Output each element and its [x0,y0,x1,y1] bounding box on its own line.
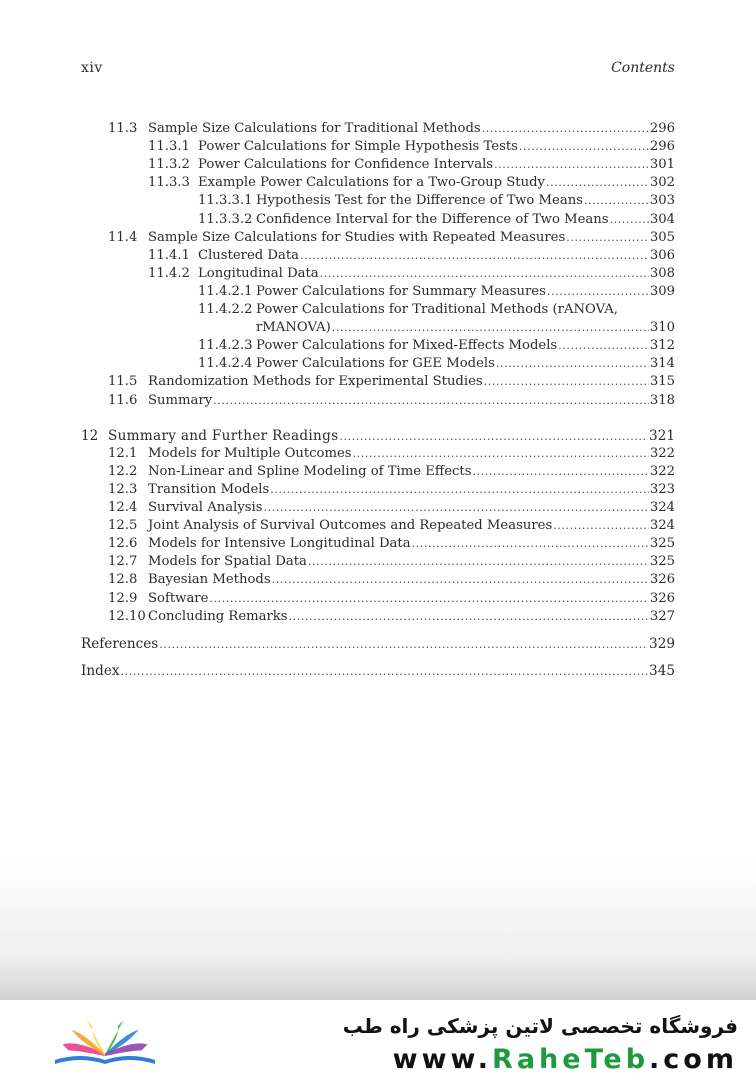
toc-entry[interactable] [108,481,675,499]
toc-entry-title: Joint Analysis of Survival Outcomes and Repeated Measures [148,518,553,534]
store-url-brand: RaheTeb [492,1044,650,1075]
toc-entry-page: 327 [649,608,675,624]
toc-dot-leader [484,373,649,391]
toc-entry[interactable] [108,608,675,626]
toc-dot-leader [121,663,649,681]
toc-entry-page: 296 [649,139,675,155]
page-number-label: xiv [81,60,103,76]
toc-entry[interactable] [198,337,675,355]
toc-entry-number: 11.4.2.4 [198,356,253,372]
toc-entry[interactable] [148,247,675,265]
toc-entry-page: 315 [649,374,675,390]
toc-dot-leader [472,463,648,481]
toc-dot-leader [584,192,649,210]
toc-entry[interactable] [81,427,675,445]
toc-entry-title: Power Calculations for GEE Models [256,356,495,372]
toc-entry-page: 310 [649,320,675,336]
toc-entry-number: 11.4.2.2 [198,302,253,317]
toc-entry[interactable] [108,120,675,138]
toc-entry-page: 303 [649,193,675,209]
toc-entry-title: Models for Intensive Longitudinal Data [148,536,411,552]
page-shadow [0,860,756,1000]
toc-entry[interactable] [198,192,675,210]
toc-entry-number: 12.8 [108,572,138,588]
toc-entry-title: Summary [148,392,213,408]
toc-entry-title: Sample Size Calculations for Studies with Repeated Measures [148,229,566,245]
toc-entry-title: Randomization Methods for Experimental Studies [148,374,483,390]
toc-dot-leader [412,535,649,553]
toc-entry-number: 11.3.1 [148,139,190,155]
toc-dot-leader [332,319,649,337]
toc-entry-page: 312 [649,338,675,354]
toc-entry-title: Summary and Further Readings [108,427,339,444]
toc-dot-leader [546,174,649,192]
toc-entry-title: rMANOVA) [256,320,331,336]
toc-dot-leader [159,636,648,654]
toc-entry[interactable] [148,156,675,174]
toc-entry-number: 11.4 [108,229,138,245]
toc-entry-title: Survival Analysis [148,500,263,515]
toc-dot-leader [270,481,649,499]
store-name: فروشگاه تخصصی لاتین پزشکی راه طب [342,1014,738,1038]
store-url-suffix: .com [649,1044,738,1075]
toc-entry-page: 322 [649,445,675,461]
running-header-section: Contents [611,60,675,76]
toc-entry[interactable] [198,211,675,229]
toc-entry[interactable] [198,301,675,319]
toc-entry-number: 12.7 [108,554,138,570]
toc-entry[interactable] [108,517,675,535]
toc-entry-page: 304 [649,211,675,227]
toc-entry[interactable] [108,553,675,571]
toc-dot-leader [320,265,649,283]
toc-entry[interactable] [108,499,675,517]
toc-entry-title: Power Calculations for Summary Measures [256,283,546,299]
toc-entry-number: 12.1 [108,445,138,461]
toc-entry-number: 11.3.3 [148,175,190,191]
toc-entry[interactable] [256,319,675,337]
toc-entry[interactable] [81,662,675,680]
toc-entry-title: Example Power Calculations for a Two-Group Study [198,175,545,191]
toc-entry[interactable] [108,590,675,608]
toc-entry-number: 12.3 [108,481,138,497]
toc-dot-leader [547,283,649,301]
toc-entry-number: 11.4.1 [148,247,190,263]
toc-entry-title: Confidence Interval for the Difference of Two Means [256,211,609,227]
toc-entry-title: References [81,635,159,652]
toc-entry[interactable] [108,373,675,391]
toc-entry-number: 12.4 [108,500,138,515]
toc-entry-page: 308 [649,265,675,281]
toc-entry[interactable] [198,355,675,373]
toc-entry-page: 326 [649,590,675,606]
toc-dot-leader [339,428,648,446]
toc-dot-leader [289,608,649,626]
toc-entry[interactable] [108,571,675,589]
toc-entry[interactable] [108,229,675,247]
toc-entry-number: 11.4.2.1 [198,283,253,299]
toc-dot-leader [496,355,649,373]
toc-entry-number: 11.5 [108,374,138,390]
toc-entry[interactable] [108,535,675,553]
toc-entry-number: 12.9 [108,590,138,606]
toc-entry-page: 324 [649,500,675,515]
toc-entry-title: Software [148,590,209,606]
toc-entry-page: 306 [649,247,675,263]
toc-entry-number: 12.5 [108,518,138,534]
toc-entry-title: Power Calculations for Mixed-Effects Models [256,338,558,354]
toc-dot-leader [553,517,649,535]
toc-entry-number: 11.3.3.1 [198,193,253,209]
toc-entry-title: Bayesian Methods [148,572,271,588]
toc-entry-title: Longitudinal Data [198,265,319,281]
toc-entry-page: 314 [649,356,675,372]
open-book-logo-icon [40,1008,170,1070]
toc-entry-title: Transition Models [148,481,270,497]
toc-dot-leader [272,571,649,589]
toc-entry-page: 345 [649,662,675,679]
toc-dot-leader [558,337,649,355]
store-url-prefix: www. [392,1044,493,1075]
toc-entry-title: Models for Multiple Outcomes [148,445,352,461]
toc-entry-page: 302 [649,175,675,191]
toc-dot-leader [610,211,649,229]
toc-entry-title: Hypothesis Test for the Difference of Two Means [256,193,583,209]
toc-entry-number: 12 [81,427,99,444]
toc-entry-page: 325 [649,554,675,570]
toc-entry[interactable] [198,283,675,301]
toc-dot-leader [494,156,649,174]
toc-entry-title: Index [81,662,120,679]
toc-entry-number: 11.4.2.3 [198,338,253,354]
toc-entry-number: 11.6 [108,392,138,408]
toc-entry-number: 12.10 [108,608,146,624]
toc-entry[interactable] [148,174,675,192]
logo-book-base [55,1056,155,1064]
toc-entry-page: 325 [649,536,675,552]
toc-entry-title: Non-Linear and Spline Modeling of Time Effects [148,463,472,479]
toc-entry-page: 309 [649,283,675,299]
toc-entry[interactable] [108,463,675,481]
toc-entry-number: 11.3.2 [148,157,190,173]
toc-entry-page: 323 [649,481,675,497]
toc-dot-leader [300,247,649,265]
toc-entry-title: Concluding Remarks [148,608,288,624]
store-footer-banner [0,1000,756,1080]
toc-dot-leader [308,553,649,571]
toc-dot-leader [353,445,649,463]
toc-dot-leader [519,138,649,156]
toc-dot-leader [209,590,648,608]
toc-entry-number: 12.6 [108,536,138,552]
toc-dot-leader [264,499,649,517]
toc-entry-page: 296 [649,121,675,136]
toc-dot-leader [213,392,649,410]
toc-entry-page: 301 [649,157,675,173]
toc-entry-page: 324 [649,518,675,534]
toc-entry-title: Clustered Data [198,247,300,263]
toc-dot-leader [482,120,649,138]
toc-entry-title: Power Calculations for Simple Hypothesis Tests [198,139,518,155]
toc-entry-page: 305 [649,229,675,245]
toc-entry-number: 11.3.3.2 [198,211,253,227]
toc-entry[interactable] [108,392,675,410]
toc-entry[interactable] [108,445,675,463]
toc-entry-page: 326 [649,572,675,588]
toc-entry-page: 322 [649,463,675,479]
toc-entry-title: Sample Size Calculations for Traditional Methods [148,121,481,136]
toc-entry[interactable] [148,265,675,283]
store-url[interactable] [393,1044,738,1075]
toc-entry-title: Models for Spatial Data [148,554,307,570]
toc-entry[interactable] [81,635,675,653]
toc-entry[interactable] [148,138,675,156]
toc-dot-leader [566,229,649,247]
toc-entry-number: 11.4.2 [148,265,190,281]
toc-entry-page: 321 [649,427,675,444]
toc-entry-title: Power Calculations for Traditional Methods (rANOVA, [256,302,618,317]
toc-entry-page: 329 [649,635,675,652]
toc-entry-number: 12.2 [108,463,138,479]
toc-entry-number: 11.3 [108,121,138,136]
toc-entry-title: Power Calculations for Confidence Intervals [198,157,494,173]
toc-entry-page: 318 [649,392,675,408]
